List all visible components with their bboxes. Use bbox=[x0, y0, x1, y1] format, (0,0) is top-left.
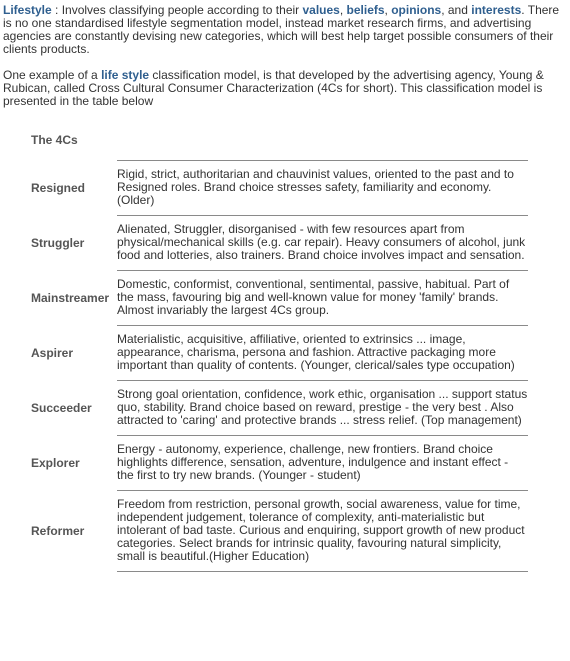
table-header: The 4Cs bbox=[31, 133, 78, 147]
example-paragraph bbox=[3, 69, 568, 108]
intro-text-1: : Involves classifying people according to their bbox=[51, 3, 303, 17]
category-description: Alienated, Struggler, disorganised - with few resources apart from physical/mechanical skills (e.g. car repair). Heavy consumers of alcohol, junk food and lotteries, also trainers. Brand choice involves impact and sensation. bbox=[117, 216, 528, 271]
category-name: Reformer bbox=[31, 523, 85, 538]
intro-separator-1: , bbox=[339, 3, 347, 17]
table-row-struggler bbox=[31, 216, 528, 271]
category-name: Aspirer bbox=[31, 345, 74, 360]
table-row-mainstreamer bbox=[31, 271, 528, 326]
category-name: Succeeder bbox=[31, 400, 92, 415]
category-name: Mainstreamer bbox=[31, 290, 110, 305]
category-description: Energy - autonomy, experience, challenge, new frontiers. Brand choice highlights difference, sensation, adventure, indulgence and instant effect - the first to try new brands. (Younger - student) bbox=[117, 436, 528, 491]
category-name: Struggler bbox=[31, 235, 85, 250]
intro-separator-3: , and bbox=[441, 3, 472, 17]
life-style-link[interactable]: life style bbox=[101, 68, 150, 82]
example-text-2: classification model, is that developed by the advertising agency, Young & Rubican, called Cross Cultural Consumer Characterization (4Cs for short). This classification model is presented in the table below bbox=[3, 68, 544, 108]
keyword-values[interactable]: values bbox=[302, 3, 340, 17]
keyword-opinions[interactable]: opinions bbox=[391, 3, 442, 17]
table-row-resigned bbox=[31, 161, 528, 216]
category-name: Resigned bbox=[31, 180, 86, 195]
example-text-1: One example of a bbox=[3, 68, 102, 82]
table-row-succeeder bbox=[31, 381, 528, 436]
table-row-explorer bbox=[31, 436, 528, 491]
table-row-aspirer bbox=[31, 326, 528, 381]
intro-text-2: . There is no one standardised lifestyle segmentation model, instead market research firms, and advertising agencies are constantly devising new categories, which will best help target possible consumers of their clients products. bbox=[3, 3, 560, 56]
category-description: Materialistic, acquisitive, affiliative, oriented to extrinsics ... image, appearance, charisma, persona and fashion. Attractive packaging more important than quality of contents. (Younger, clerical/sales type occupation) bbox=[117, 326, 528, 381]
lifestyle-term: Lifestyle bbox=[3, 3, 52, 17]
intro-separator-2: , bbox=[384, 3, 392, 17]
category-description: Strong goal orientation, confidence, work ethic, organisation ... support status quo, stability. Brand choice based on reward, prestige - the very best . Also attracted to 'caring' and protective brands ... stress relief. (Top management) bbox=[117, 381, 528, 436]
category-description: Rigid, strict, authoritarian and chauvinist values, oriented to the past and to Resigned roles. Brand choice stresses safety, familiarity and economy. (Older) bbox=[117, 161, 528, 216]
keyword-interests[interactable]: interests bbox=[471, 3, 522, 17]
lifestyle-intro-paragraph bbox=[3, 4, 568, 56]
keyword-beliefs[interactable]: beliefs bbox=[346, 3, 385, 17]
table-row-reformer bbox=[31, 491, 528, 572]
four-cs-table bbox=[31, 121, 528, 572]
category-description: Freedom from restriction, personal growth, social awareness, value for time, independent judgement, tolerance of complexity, anti-materialistic but intolerant of bad taste. Curious and enquiring, support growth of new product categories. Select brands for intrinsic quality, favouring natural simplicity, small is beautiful.(Higher Education) bbox=[117, 491, 528, 572]
category-description: Domestic, conformist, conventional, sentimental, passive, habitual. Part of the mass, favouring big and well-known value for money 'family' brands. Almost invariably the largest 4Cs group. bbox=[117, 271, 528, 326]
category-name: Explorer bbox=[31, 455, 80, 470]
